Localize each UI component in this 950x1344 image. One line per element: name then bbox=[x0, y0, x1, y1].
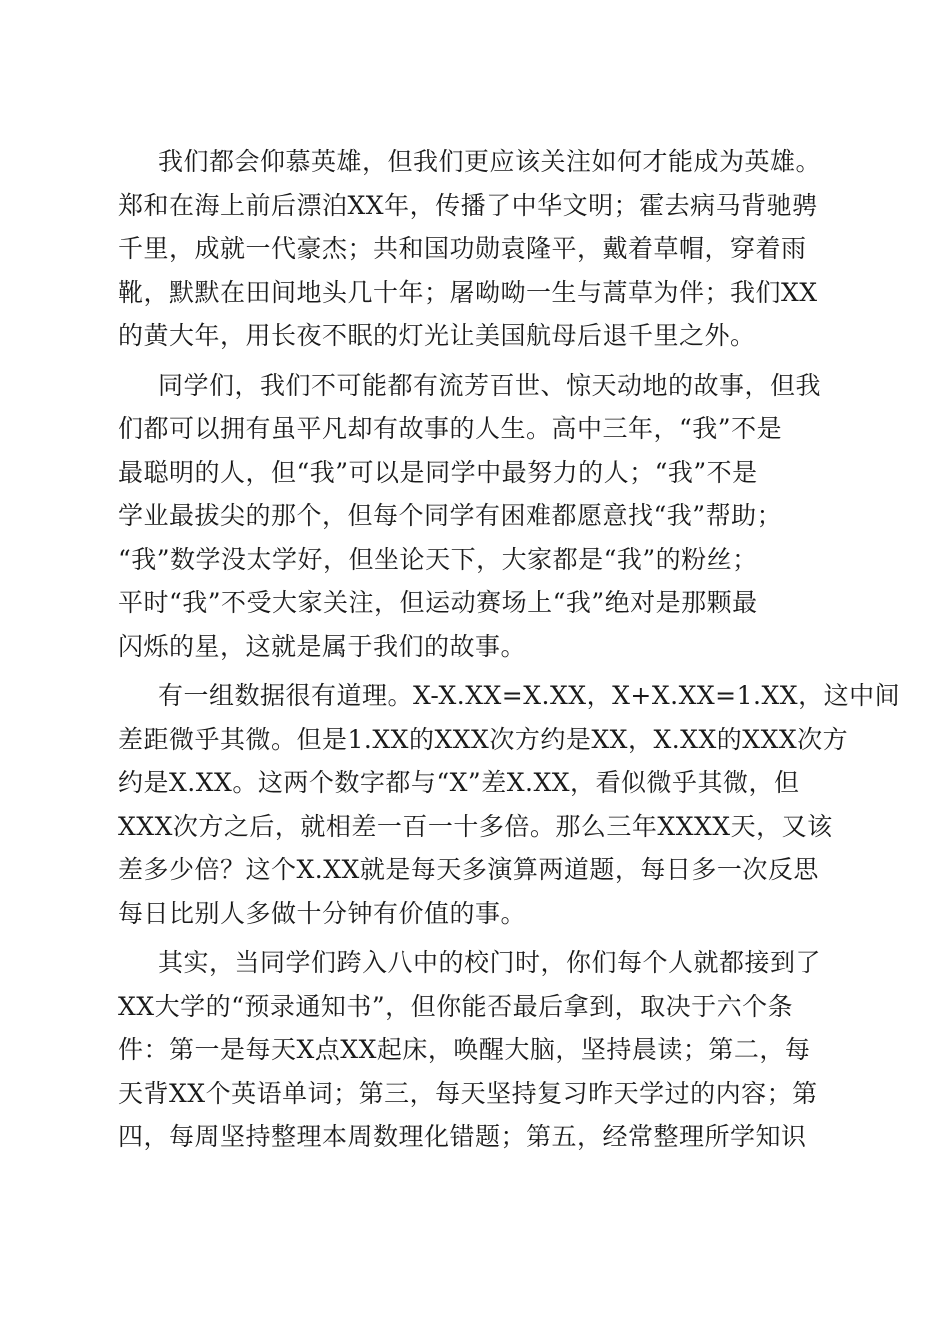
text-line: 有一组数据很有道理。X-X.XX=X.XX，X+X.XX=1.XX，这中间 bbox=[158, 681, 901, 710]
paragraph-our-story bbox=[118, 364, 824, 669]
paragraph-admission bbox=[118, 941, 824, 1159]
text-line: 约是X.XX。这两个数字都与“X”差X.XX，看似微乎其微，但 bbox=[118, 768, 800, 797]
text-line: 最聪明的人，但“我”可以是同学中最努力的人；“我”不是 bbox=[118, 457, 758, 487]
text-line: 差多少倍？这个X.XX就是每天多演算两道题，每日多一次反思 bbox=[118, 855, 819, 884]
text-line: 学业最拔尖的那个，但每个同学有困难都愿意找“我”帮助； bbox=[118, 501, 783, 530]
text-line: 四，每周坚持整理本周数理化错题；第五，经常整理所学知识 bbox=[118, 1122, 807, 1151]
text-line: 郑和在海上前后漂泊XX年，传播了中华文明；霍去病马背驰骋 bbox=[118, 190, 818, 220]
text-line: 我们都会仰慕英雄，但我们更应该关注如何才能成为英雄。 bbox=[158, 147, 822, 176]
text-line: 千里，成就一代豪杰；共和国功勋袁隆平，戴着草帽，穿着雨 bbox=[118, 234, 807, 263]
text-line: 件：第一是每天X点XX起床，唤醒大脑，坚持晨读；第二，每 bbox=[118, 1035, 811, 1064]
text-line: 同学们，我们不可能都有流芳百世、惊天动地的故事，但我 bbox=[158, 370, 822, 400]
paragraph-heroes bbox=[118, 140, 824, 358]
text-line: 其实，当同学们跨入八中的校门时，你们每个人就都接到了 bbox=[158, 948, 822, 977]
text-line: 闪烁的星，这就是属于我们的故事。 bbox=[118, 631, 527, 661]
text-line: XX大学的“预录通知书”，但你能否最后拿到，取决于六个条 bbox=[118, 991, 794, 1021]
text-line: 靴，默默在田间地头几十年；屠呦呦一生与蒿草为伴；我们XX bbox=[118, 277, 818, 307]
paragraph-data bbox=[118, 674, 901, 935]
text-line: XXX次方之后，就相差一百一十多倍。那么三年XXXX天，又该 bbox=[118, 811, 833, 841]
text-line: 天背XX个英语单词；第三，每天坚持复习昨天学过的内容；第 bbox=[118, 1078, 818, 1108]
document-body bbox=[118, 140, 901, 1165]
text-line: 们都可以拥有虽平凡却有故事的人生。高中三年，“我”不是 bbox=[118, 414, 783, 443]
text-line: “我”数学没太学好，但坐论天下，大家都是“我”的粉丝； bbox=[118, 544, 758, 574]
text-line: 每日比别人多做十分钟有价值的事。 bbox=[118, 898, 527, 928]
text-line: 平时“我”不受大家关注，但运动赛场上“我”绝对是那颗最 bbox=[118, 588, 758, 617]
text-line: 的黄大年，用长夜不眠的灯光让美国航母后退千里之外。 bbox=[118, 321, 756, 350]
text-line: 差距微乎其微。但是1.XX的XXX次方约是XX，X.XX的XXX次方 bbox=[118, 724, 849, 754]
